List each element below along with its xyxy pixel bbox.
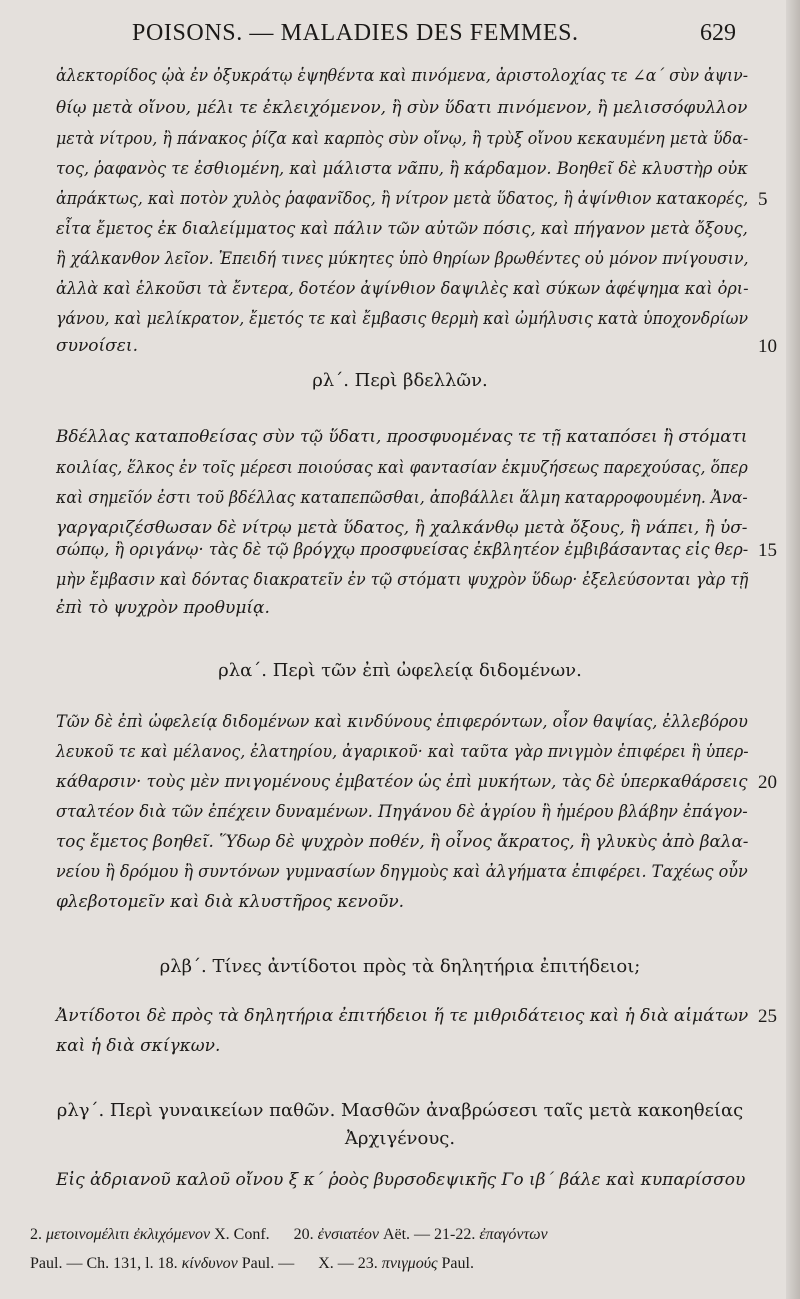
text-line: συνοίσει. 10 xyxy=(56,336,777,357)
text-line: σταλτέον διὰ τῶν ἐπέχειν δυναμένων. Πηγάνου δὲ ἀγρίου ἢ ἡμέρου βλάβην ἐπάγον- xyxy=(56,802,748,822)
running-title: POISONS. — MALADIES DES FEMMES. xyxy=(132,20,579,46)
text-line: μὴν ἔμβασιν καὶ δόντας διακρατεῖν ἐν τῷ στόματι ψυχρὸν ὕδωρ· ἐξελεύσονται γὰρ τῇ xyxy=(56,570,749,590)
footnote-line: Paul. — Ch. 131, l. 18. κίνδυνον Paul. — X. — 23. πνιγμούς Paul. xyxy=(30,1255,474,1272)
text-line: φλεβοτομεῖν καὶ διὰ κλυστῆρος κενοῦν. xyxy=(56,892,405,912)
text-line: λευκοῦ τε καὶ μέλανος, ἐλατηρίου, ἀγαρικοῦ· καὶ ταῦτα γὰρ πνιγμὸν ἐπιφέρει ἢ ὑπερ- xyxy=(56,742,749,762)
text-line: κοιλίας, ἕλκος ἐν τοῖς μέρεσι ποιούσας καὶ φαντασίαν ἐκμυζήσεως παρεχούσας, ὅπερ xyxy=(56,458,748,478)
text-line: θίῳ μετὰ οἴνου, μέλι τε ἐκλειχόμενον, ἢ σὺν ὕδατι πινόμενον, ἢ μελισσόφυλλον xyxy=(56,98,748,118)
text-line: ἀπράκτως, καὶ ποτὸν χυλὸς ῥαφανῖδος, ἢ νίτρον μετὰ ὕδατος, ἢ ἀψίνθιον κατακορές, 5 xyxy=(56,189,768,210)
section-heading-continuation: Ἀρχιγένους. xyxy=(344,1128,456,1149)
text-line: Βδέλλας καταποθείσας σὺν τῷ ὕδατι, προσφυομένας τε τῇ καταπόσει ἢ στόματι xyxy=(56,427,748,447)
text-line: ἐπὶ τὸ ψυχρὸν προθυμίᾳ. xyxy=(56,598,270,618)
line-number: 5 xyxy=(758,189,768,210)
text-line: Εἰς ἀδριανοῦ καλοῦ οἴνου ξ κ´ ῥοὸς βυρσοδεψικῆς Γο ιβ´ βάλε καὶ κυπαρίσσου xyxy=(56,1170,746,1190)
text-line: ἢ χάλκανθον λεῖον. Ἐπειδή τινες μύκητες ὑπὸ θηρίων βρωθέντες οὐ μόνον πνίγουσιν, xyxy=(56,249,749,269)
line-number: 20 xyxy=(758,772,777,793)
line-number: 10 xyxy=(758,336,777,357)
text-line: εἶτα ἔμετος ἐκ διαλείμματος καὶ πάλιν τῶν αὐτῶν πόσις, καὶ πήγανον μετὰ ὄξους, xyxy=(56,219,748,239)
text-line: Τῶν δὲ ἐπὶ ὠφελείᾳ διδομένων καὶ κινδύνους ἐπιφερόντων, οἷον θαψίας, ἐλλεβόρου xyxy=(56,712,748,732)
section-heading: ρλ´. Περὶ βδελλῶν. xyxy=(312,370,488,391)
section-heading: ρλβ´. Τίνες ἀντίδοτοι πρὸς τὰ δηλητήρια ἐπιτήδειοι; xyxy=(159,956,641,977)
page-number: 629 xyxy=(700,20,736,46)
section-heading: ρλα´. Περὶ τῶν ἐπὶ ὠφελείᾳ διδομένων. xyxy=(218,660,582,681)
text-line: Ἀντίδοτοι δὲ πρὸς τὰ δηλητήρια ἐπιτήδειοι ἥ τε μιθριδάτειος καὶ ἡ διὰ αἱμάτων 25 xyxy=(56,1006,777,1027)
line-number: 25 xyxy=(758,1006,777,1027)
text-line: νείου ἢ δρόμου ἢ συντόνων γυμνασίων δηγμοὺς καὶ ἀλγήματα ἐπιφέρει. Ταχέως οὖν xyxy=(56,862,748,882)
footnote-line: 2. μετοινομέλιτι ἐκλιχόμενον X. Conf. 20. ἐνσιατέον Aët. — 21-22. ἐπαγόντων xyxy=(30,1226,548,1243)
text-line: τος ἔμετος βοηθεῖ. Ὕδωρ δὲ ψυχρὸν ποθέν, ἢ οἶνος ἄκρατος, ἢ γλυκὺς ἀπὸ βαλα- xyxy=(56,832,749,852)
running-head xyxy=(132,20,752,52)
text-line: γαργαριζέσθωσαν δὲ νίτρῳ μετὰ ὕδατος, ἢ χαλκάνθῳ μετὰ ὄξους, ἢ νάπει, ἢ ὑσ- xyxy=(56,518,748,538)
text-line: μετὰ νίτρου, ἢ πάνακος ῥίζα καὶ καρπὸς σὺν οἴνῳ, ἢ τρὺξ οἴνου κεκαυμένη μετὰ ὕδα- xyxy=(56,129,749,149)
text-line: τος, ῥαφανὸς τε ἐσθιομένη, καὶ μάλιστα νᾶπυ, ἢ κάρδαμον. Βοηθεῖ δὲ κλυστὴρ οὐκ xyxy=(56,159,748,179)
text-line: ἀλεκτορίδος ᾠὰ ἐν ὀξυκράτῳ ἑψηθέντα καὶ πινόμενα, ἀριστολοχίας τε ∠α´ σὺν ἀψιν- xyxy=(56,66,749,86)
text-line: γάνου, καὶ μελίκρατον, ἔμετός τε καὶ ἔμβασις θερμὴ καὶ ὠμήλυσις κατὰ ὑποχονδρίων xyxy=(56,309,749,329)
text-line: ἀλλὰ καὶ ἑλκοῦσι τὰ ἔντερα, δοτέον ἀψίνθιον δαψιλὲς καὶ σύκων ἀφέψημα καὶ ὀρι- xyxy=(56,279,749,299)
text-line: καὶ σημεῖόν ἐστι τοῦ βδέλλας καταπεπῶσθαι, ἀποβάλλει ἅλμη καταρροφουμένη. Ἀνα- xyxy=(56,488,748,508)
text-line: κάθαρσιν· τοὺς μὲν πνιγομένους ἐμβατέον ὡς ἐπὶ μυκήτων, τὰς δὲ ὑπερκαθάρσεις 20 xyxy=(56,772,777,793)
section-heading: ρλγ´. Περὶ γυναικείων παθῶν. Μασθῶν ἀναβρώσεσι ταῖς μετὰ κακοηθείας xyxy=(56,1100,744,1121)
text-line: καὶ ἡ διὰ σκίγκων. xyxy=(56,1036,221,1056)
line-number: 15 xyxy=(758,540,777,561)
text-line: σώπῳ, ἢ οριγάνῳ· τὰς δὲ τῷ βρόγχῳ προσφυείσας ἐκβλητέον ἐμβιβάσαντας εἰς θερ- 15 xyxy=(56,540,777,561)
